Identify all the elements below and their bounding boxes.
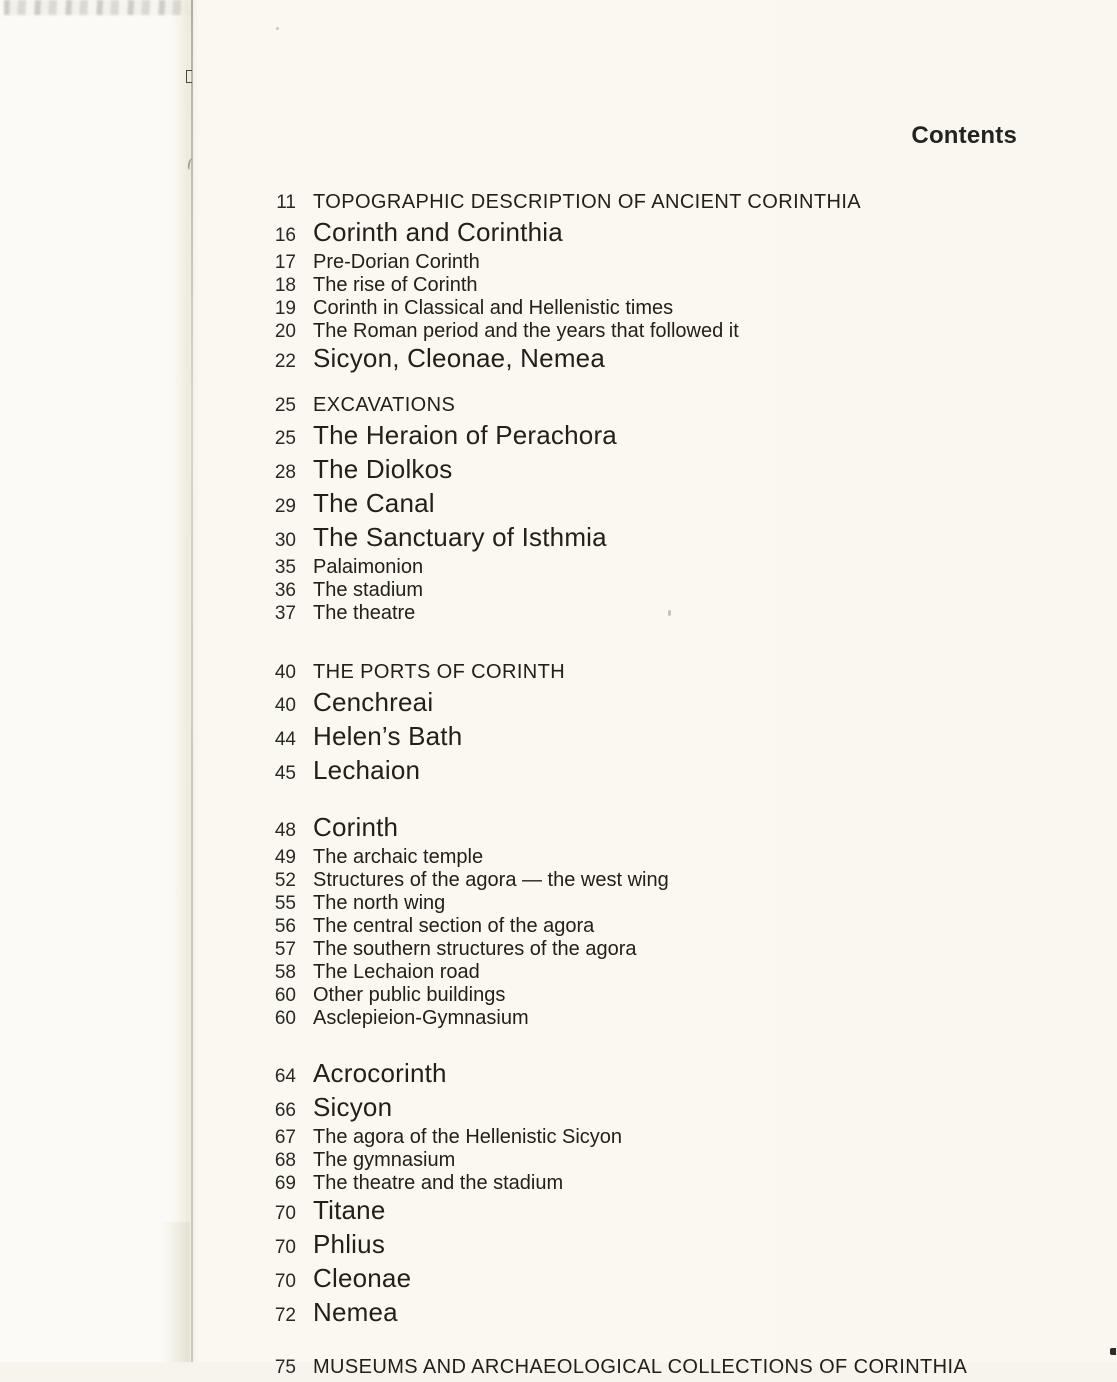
- toc-entry-title: The Lechaion road: [313, 961, 480, 983]
- toc-entry-page-number: 68: [274, 1150, 296, 1171]
- toc-entry: [260, 755, 1080, 789]
- toc-entry-title: MUSEUMS AND ARCHAEOLOGICAL COLLECTIONS OF CORINTHIA: [313, 1356, 968, 1378]
- toc-entry-title: Helen’s Bath: [313, 721, 463, 751]
- toc-entry-title: Pre-Dorian Corinth: [313, 251, 480, 273]
- toc-entry: [260, 892, 1080, 915]
- toc-entry-title: The rise of Corinth: [313, 274, 478, 296]
- toc-group: [260, 1353, 1080, 1382]
- toc-entry-page-number: 52: [274, 870, 296, 891]
- toc-entry-title: The stadium: [313, 579, 424, 601]
- toc-entry-title: The agora of the Hellenistic Sicyon: [313, 1126, 623, 1148]
- toc-entry: [260, 1149, 1080, 1172]
- toc-entry-page-number: 30: [274, 530, 296, 551]
- toc-entry: [260, 1092, 1080, 1126]
- toc-entry-title: Corinth and Corinthia: [313, 217, 563, 247]
- toc-entry: [260, 1229, 1080, 1263]
- toc-group: [260, 1058, 1080, 1331]
- toc-entry: [260, 579, 1080, 602]
- toc-entry-page-number: 67: [274, 1127, 296, 1148]
- toc-entry-title: Acrocorinth: [313, 1058, 447, 1088]
- toc-entry-title: EXCAVATIONS: [313, 394, 456, 416]
- page-gutter-line: [191, 0, 193, 1362]
- toc-entry-page-number: 16: [274, 225, 296, 246]
- toc-entry-title: The central section of the agora: [313, 915, 595, 937]
- toc-group: [260, 812, 1080, 1030]
- toc-entry-page-number: 64: [274, 1066, 296, 1087]
- toc-entry-page-number: 75: [274, 1357, 296, 1378]
- toc-entry-title: The archaic temple: [313, 846, 484, 868]
- toc-entry-title: Structures of the agora — the west wing: [313, 869, 669, 891]
- toc-entry-title: The Heraion of Perachora: [313, 420, 617, 450]
- toc-entry-title: The gymnasium: [313, 1149, 456, 1171]
- toc-entry-page-number: 69: [274, 1173, 296, 1194]
- toc-entry-page-number: 70: [274, 1203, 296, 1224]
- toc-entry-page-number: 55: [274, 893, 296, 914]
- toc-entry: [260, 274, 1080, 297]
- toc-entry: [260, 1058, 1080, 1092]
- toc-entry-title: Asclepieion-Gymnasium: [313, 1007, 529, 1029]
- page-title: Contents: [911, 122, 1017, 149]
- gutter-shadow: [160, 1222, 190, 1362]
- toc-entry-page-number: 28: [274, 462, 296, 483]
- toc-list: [260, 188, 1080, 1382]
- toc-entry-page-number: 66: [274, 1100, 296, 1121]
- toc-entry: [260, 297, 1080, 320]
- toc-entry-page-number: 17: [274, 252, 296, 273]
- toc-entry-page-number: 45: [274, 763, 296, 784]
- toc-entry-title: Lechaion: [313, 755, 421, 785]
- toc-entry: [260, 454, 1080, 488]
- toc-entry-page-number: 35: [274, 557, 296, 578]
- toc-entry: [260, 1353, 1080, 1382]
- toc-entry-page-number: 60: [274, 985, 296, 1006]
- toc-entry-page-number: 49: [274, 847, 296, 868]
- toc-entry-title: The southern structures of the agora: [313, 938, 637, 960]
- toc-entry-page-number: 37: [274, 603, 296, 624]
- toc-entry-title: The Sanctuary of Isthmia: [313, 522, 607, 552]
- toc-entry-title: The theatre: [313, 602, 416, 624]
- toc-entry-title: Nemea: [313, 1297, 398, 1327]
- toc-entry: [260, 961, 1080, 984]
- toc-entry-page-number: 19: [274, 298, 296, 319]
- toc-entry: [260, 343, 1080, 377]
- toc-entry: [260, 1263, 1080, 1297]
- toc-entry: [260, 1126, 1080, 1149]
- toc-entry-page-number: 18: [274, 275, 296, 296]
- scan-artifact-bracket: [186, 70, 192, 83]
- toc-entry: [260, 658, 1080, 687]
- toc-entry-page-number: 25: [274, 428, 296, 449]
- toc-entry: [260, 1297, 1080, 1331]
- toc-entry: [260, 938, 1080, 961]
- toc-entry-page-number: 57: [274, 939, 296, 960]
- toc-entry-title: The Diolkos: [313, 454, 453, 484]
- toc-entry-page-number: 60: [274, 1008, 296, 1029]
- torn-paper-edge-artifact: [4, 0, 190, 15]
- toc-entry-page-number: 70: [274, 1271, 296, 1292]
- toc-entry-page-number: 29: [274, 496, 296, 517]
- toc-entry-title: Titane: [313, 1195, 386, 1225]
- toc-entry-page-number: 56: [274, 916, 296, 937]
- toc-entry-page-number: 36: [274, 580, 296, 601]
- toc-entry-title: The Roman period and the years that followed it: [313, 320, 739, 342]
- toc-entry-page-number: 72: [274, 1305, 296, 1326]
- toc-group: [260, 188, 1080, 377]
- toc-entry-page-number: 40: [274, 695, 296, 716]
- toc-entry-title: Sicyon: [313, 1092, 393, 1122]
- toc-entry: [260, 812, 1080, 846]
- toc-entry-page-number: 58: [274, 962, 296, 983]
- toc-entry-title: The theatre and the stadium: [313, 1172, 564, 1194]
- toc-entry: [260, 602, 1080, 625]
- toc-entry-page-number: 22: [274, 351, 296, 372]
- toc-entry-title: Corinth in Classical and Hellenistic times: [313, 297, 674, 319]
- toc-entry: [260, 1195, 1080, 1229]
- scan-artifact-squiggle: [187, 158, 195, 171]
- toc-entry-page-number: 25: [274, 395, 296, 416]
- toc-entry-title: The Canal: [313, 488, 435, 518]
- toc-entry: [260, 522, 1080, 556]
- toc-entry: [260, 915, 1080, 938]
- scan-artifact-dot: [276, 27, 279, 30]
- toc-entry: [260, 984, 1080, 1007]
- toc-entry: [260, 846, 1080, 869]
- toc-entry-title: Phlius: [313, 1229, 386, 1259]
- toc-entry: [260, 721, 1080, 755]
- toc-entry-title: The north wing: [313, 892, 446, 914]
- toc-entry-title: Cenchreai: [313, 687, 434, 717]
- toc-group: [260, 658, 1080, 789]
- toc-entry: [260, 420, 1080, 454]
- toc-entry: [260, 687, 1080, 721]
- toc-entry-page-number: 40: [274, 662, 296, 683]
- toc-entry: [260, 320, 1080, 343]
- toc-entry: [260, 488, 1080, 522]
- toc-entry-title: Palaimonion: [313, 556, 424, 578]
- scan-artifact-ink-speck: [1110, 1348, 1116, 1355]
- toc-entry-page-number: 70: [274, 1237, 296, 1258]
- toc-entry-title: Cleonae: [313, 1263, 412, 1293]
- toc-entry-title: Other public buildings: [313, 984, 506, 1006]
- toc-entry: [260, 217, 1080, 251]
- toc-entry: [260, 1172, 1080, 1195]
- toc-entry: [260, 556, 1080, 579]
- toc-entry: [260, 1007, 1080, 1030]
- toc-entry: [260, 251, 1080, 274]
- toc-entry: [260, 188, 1080, 217]
- toc-entry-page-number: 48: [274, 820, 296, 841]
- toc-entry-page-number: 44: [274, 729, 296, 750]
- toc-entry-title: TOPOGRAPHIC DESCRIPTION OF ANCIENT CORINTHIA: [313, 191, 862, 213]
- toc-entry-page-number: 20: [274, 321, 296, 342]
- toc-entry-title: Corinth: [313, 812, 399, 842]
- toc-entry-page-number: 11: [276, 192, 296, 213]
- toc-entry-title: Sicyon, Cleonae, Nemea: [313, 343, 605, 373]
- toc-entry: [260, 869, 1080, 892]
- toc-entry: [260, 391, 1080, 420]
- toc-entry-title: THE PORTS OF CORINTH: [313, 661, 566, 683]
- toc-group: [260, 391, 1080, 625]
